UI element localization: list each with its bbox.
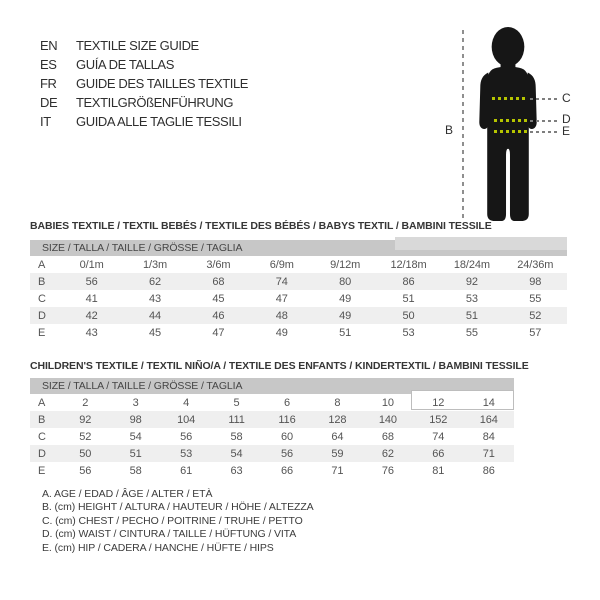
table-cell: 47 xyxy=(275,292,288,305)
table-cell: 48 xyxy=(275,309,288,322)
table-row-a xyxy=(30,256,567,273)
row-label: C xyxy=(38,430,46,443)
table-cell: 46 xyxy=(212,309,225,322)
waist-guide-line xyxy=(530,120,557,122)
table-cell: 14 xyxy=(482,396,495,409)
chest-measure-line xyxy=(492,97,528,100)
table-cell: 51 xyxy=(129,447,142,460)
legend-item: D. (cm) WAIST / CINTURA / TAILLE / HÜFTUNG / VITA xyxy=(42,528,297,541)
table-row-b xyxy=(30,411,514,428)
measure-label-e: E xyxy=(562,124,571,138)
row-label: D xyxy=(38,309,46,322)
table-cell: 56 xyxy=(79,464,92,477)
table-cell: 74 xyxy=(432,430,445,443)
table-cell: 52 xyxy=(529,309,542,322)
table-cell: 45 xyxy=(149,326,162,339)
table-cell: 61 xyxy=(180,464,193,477)
table-cell: 51 xyxy=(465,309,478,322)
table-cell: 59 xyxy=(331,447,344,460)
measure-label-b: B xyxy=(445,123,454,137)
children-table-header: SIZE / TALLA / TAILLE / GRÖSSE / TAGLIA xyxy=(30,378,514,394)
table-cell: 62 xyxy=(149,275,162,288)
table-cell: 58 xyxy=(230,430,243,443)
table-cell: 3/6m xyxy=(206,258,231,271)
table-cell: 49 xyxy=(339,292,352,305)
table-cell: 56 xyxy=(85,275,98,288)
lang-title: TEXTILGRÖßENFÜHRUNG xyxy=(76,95,234,110)
babies-table-title: BABIES TEXTILE / TEXTIL BEBÉS / TEXTILE DES BÉBÉS / BABYS TEXTIL / BAMBINI TESSILE xyxy=(30,220,492,232)
babies-table-header: SIZE / TALLA / TAILLE / GRÖSSE / TAGLIA xyxy=(30,240,567,256)
measure-label-c: C xyxy=(562,91,571,105)
children-table xyxy=(30,378,514,479)
table-cell: 56 xyxy=(280,447,293,460)
table-cell: 52 xyxy=(79,430,92,443)
lang-title: TEXTILE SIZE GUIDE xyxy=(76,38,199,53)
legend-item: E. (cm) HIP / CADERA / HANCHE / HÜFTE / HIPS xyxy=(42,541,274,554)
children-table-title: CHILDREN'S TEXTILE / TEXTIL NIÑO/A / TEXTILE DES ENFANTS / KINDERTEXTIL / BAMBINI TESSILE xyxy=(30,360,529,372)
lang-title: GUIDA ALLE TAGLIE TESSILI xyxy=(76,114,242,129)
table-cell: 43 xyxy=(149,292,162,305)
table-cell: 81 xyxy=(432,464,445,477)
table-cell: 41 xyxy=(85,292,98,305)
babies-header-highlight xyxy=(395,237,567,250)
row-label: B xyxy=(38,413,46,426)
table-cell: 98 xyxy=(129,413,142,426)
table-cell: 116 xyxy=(278,413,296,426)
table-cell: 53 xyxy=(465,292,478,305)
table-cell: 140 xyxy=(378,413,397,426)
language-title-list xyxy=(40,36,248,131)
height-measure-line xyxy=(462,30,464,218)
table-cell: 6/9m xyxy=(269,258,294,271)
table-cell: 18/24m xyxy=(453,258,490,271)
table-cell: 53 xyxy=(402,326,415,339)
table-cell: 3 xyxy=(132,396,139,409)
legend-item: A. AGE / EDAD / ÂGE / ALTER / ETÀ xyxy=(42,488,213,500)
table-cell: 63 xyxy=(230,464,243,477)
table-cell: 49 xyxy=(275,326,288,339)
table-cell: 80 xyxy=(339,275,352,288)
lang-title: GUÍA DE TALLAS xyxy=(76,57,174,72)
table-cell: 8 xyxy=(334,396,341,409)
table-cell: 54 xyxy=(129,430,142,443)
child-silhouette-icon xyxy=(468,26,548,224)
table-cell: 50 xyxy=(79,447,92,460)
lang-code: IT xyxy=(40,114,51,129)
table-cell: 92 xyxy=(79,413,92,426)
table-cell: 4 xyxy=(183,396,190,409)
hip-guide-line xyxy=(530,131,557,133)
table-cell: 10 xyxy=(381,396,394,409)
table-cell: 24/36m xyxy=(517,258,554,271)
table-row-d xyxy=(30,445,514,462)
lang-row-en xyxy=(40,36,248,55)
table-cell: 71 xyxy=(482,447,495,460)
table-cell: 76 xyxy=(381,464,394,477)
table-cell: 74 xyxy=(275,275,288,288)
chest-guide-line xyxy=(530,98,557,100)
table-cell: 12 xyxy=(432,396,445,409)
table-cell: 56 xyxy=(180,430,193,443)
row-label: B xyxy=(38,275,46,288)
table-cell: 2 xyxy=(82,396,89,409)
hip-measure-line xyxy=(494,130,530,133)
table-cell: 68 xyxy=(212,275,225,288)
table-cell: 111 xyxy=(228,413,245,426)
legend-item: C. (cm) CHEST / PECHO / POITRINE / TRUHE / PETTO xyxy=(42,514,303,527)
table-cell: 71 xyxy=(331,464,344,477)
waist-measure-line xyxy=(494,119,528,122)
table-cell: 54 xyxy=(230,447,243,460)
measurement-figure xyxy=(440,20,600,232)
row-label: E xyxy=(38,326,46,339)
measurement-legend xyxy=(42,488,314,555)
table-row-d xyxy=(30,307,567,324)
table-cell: 50 xyxy=(402,309,415,322)
lang-code: EN xyxy=(40,38,58,53)
table-row-c xyxy=(30,428,514,445)
table-cell: 86 xyxy=(402,275,415,288)
table-row-c xyxy=(30,290,567,307)
table-cell: 104 xyxy=(177,413,196,426)
table-cell: 0/1m xyxy=(79,258,104,271)
lang-row-es xyxy=(40,55,248,74)
table-cell: 53 xyxy=(180,447,193,460)
table-cell: 43 xyxy=(85,326,98,339)
table-cell: 42 xyxy=(85,309,98,322)
table-cell: 44 xyxy=(149,309,162,322)
table-row-e xyxy=(30,462,514,479)
table-cell: 45 xyxy=(212,292,225,305)
table-cell: 84 xyxy=(482,430,495,443)
children-table-body xyxy=(30,394,514,479)
measure-label-d: D xyxy=(562,112,571,126)
table-cell: 68 xyxy=(381,430,394,443)
table-cell: 60 xyxy=(280,430,293,443)
lang-row-fr xyxy=(40,74,248,93)
table-cell: 5 xyxy=(233,396,240,409)
row-label: E xyxy=(38,464,46,477)
row-label: C xyxy=(38,292,46,305)
table-cell: 66 xyxy=(280,464,293,477)
table-cell: 86 xyxy=(482,464,495,477)
table-cell: 55 xyxy=(465,326,478,339)
lang-code: FR xyxy=(40,76,57,91)
table-cell: 58 xyxy=(129,464,142,477)
table-cell: 57 xyxy=(529,326,542,339)
table-cell: 66 xyxy=(432,447,445,460)
lang-row-it xyxy=(40,112,248,131)
table-cell: 152 xyxy=(429,413,448,426)
table-cell: 47 xyxy=(212,326,225,339)
table-cell: 98 xyxy=(529,275,542,288)
table-cell: 49 xyxy=(339,309,352,322)
table-cell: 92 xyxy=(465,275,478,288)
table-cell: 62 xyxy=(381,447,394,460)
legend-item: B. (cm) HEIGHT / ALTURA / HAUTEUR / HÖHE / ALTEZZA xyxy=(42,501,314,514)
lang-code: ES xyxy=(40,57,57,72)
lang-title: GUIDE DES TAILLES TEXTILE xyxy=(76,76,249,91)
table-cell: 9/12m xyxy=(330,258,361,271)
table-cell: 55 xyxy=(529,292,542,305)
table-cell: 64 xyxy=(331,430,344,443)
table-row-e xyxy=(30,324,567,341)
row-label: D xyxy=(38,447,46,460)
row-label: A xyxy=(38,396,46,409)
lang-row-de xyxy=(40,93,248,112)
table-row-b xyxy=(30,273,567,290)
babies-table-body xyxy=(30,256,567,341)
lang-code: DE xyxy=(40,95,58,110)
table-cell: 6 xyxy=(283,396,290,409)
table-cell: 12/18m xyxy=(390,258,427,271)
row-label: A xyxy=(38,258,46,271)
babies-table xyxy=(30,240,567,341)
table-cell: 128 xyxy=(328,413,347,426)
table-cell: 51 xyxy=(339,326,352,339)
table-row-a xyxy=(30,394,514,411)
table-cell: 51 xyxy=(402,292,415,305)
table-cell: 164 xyxy=(479,413,498,426)
table-cell: 1/3m xyxy=(143,258,168,271)
